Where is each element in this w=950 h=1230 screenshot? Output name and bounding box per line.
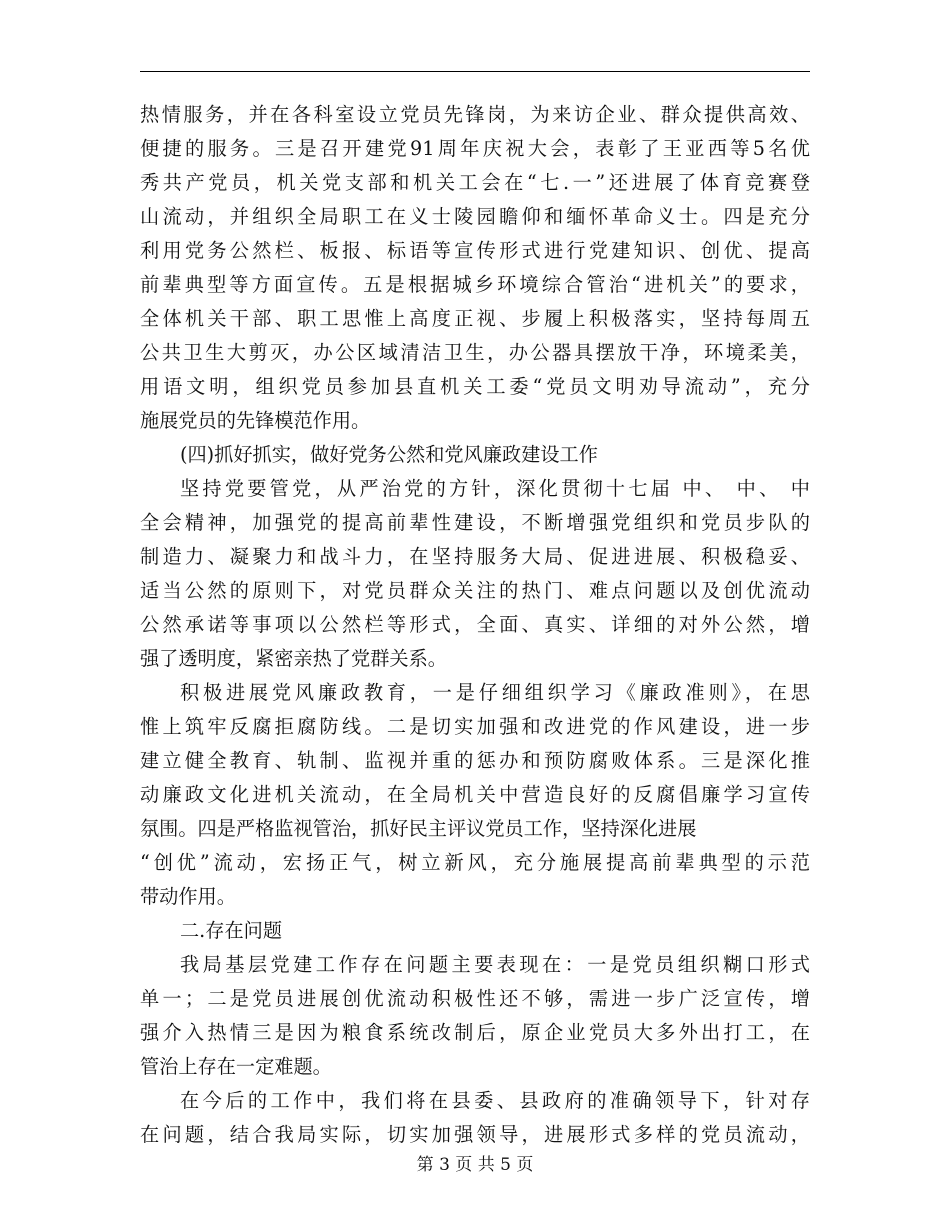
text-line: 管治上存在一定难题。 [140, 1055, 332, 1078]
text-line: 前辈典型等方面宣传。五是根据城乡环境综合管治“进机关”的要求， [140, 273, 810, 296]
text-line: 二.存在问题 [180, 919, 283, 942]
text-line: 适当公然的原则下，对党员群众关注的热门、难点问题以及创优流动 [140, 579, 810, 602]
text-line: 单一；二是党员进展创优流动积极性还不够，需进一步广泛宣传，增 [140, 987, 810, 1010]
text-line: 热情服务，并在各科室设立党员先锋岗，为来访企业、群众提供高效、 [140, 103, 810, 126]
document-body [140, 98, 810, 1152]
text-line: (四)抓好抓实，做好党务公然和党风廉政建设工作 [180, 443, 598, 466]
text-line: 强介入热情三是因为粮食系统改制后，原企业党员大多外出打工，在 [140, 1021, 810, 1044]
header-rule [140, 71, 810, 72]
text-line: 公然承诺等事项以公然栏等形式，全面、真实、详细的对外公然，增 [140, 613, 810, 636]
text-line: 全会精神，加强党的提高前辈性建设，不断增强党组织和党员步队的 [140, 511, 810, 534]
text-line: 强了透明度，紧密亲热了党群关系。 [140, 647, 447, 670]
text-line: 在问题，结合我局实际，切实加强领导，进展形式多样的党员流动， [140, 1123, 810, 1146]
text-line: 坚持党要管党，从严治党的方针，深化贯彻十七届 中、 中、 中 [180, 477, 810, 500]
text-line: 公共卫生大剪灭，办公区域清洁卫生，办公器具摆放干净，环境柔美， [140, 341, 810, 364]
text-line: 利用党务公然栏、板报、标语等宣传形式进行党建知识、创优、提高 [140, 239, 810, 262]
text-line: 带动作用。 [140, 885, 236, 908]
text-line: 施展党员的先锋模范作用。 [140, 409, 371, 432]
text-line: 惟上筑牢反腐拒腐防线。二是切实加强和改进党的作风建设，进一步 [140, 715, 810, 738]
text-line: 动廉政文化进机关流动，在全局机关中营造良好的反腐倡廉学习宣传 [140, 783, 810, 806]
text-line: 建立健全教育、轨制、监视并重的惩办和预防腐败体系。三是深化推 [140, 749, 810, 772]
text-line: 我局基层党建工作存在问题主要表现在：一是党员组织糊口形式 [180, 953, 810, 976]
text-line: “创优”流动，宏扬正气，树立新风，充分施展提高前辈典型的示范 [140, 851, 810, 874]
text-line: 便捷的服务。三是召开建党91周年庆祝大会，表彰了王亚西等5名优 [140, 137, 810, 160]
page-footer: 第 3 页 共 5 页 [416, 1155, 534, 1175]
text-line: 秀共产党员，机关党支部和机关工会在“七.一”还进展了体育竞赛登 [140, 171, 810, 194]
text-line: 制造力、凝聚力和战斗力，在坚持服务大局、促进进展、积极稳妥、 [140, 545, 810, 568]
text-line: 在今后的工作中，我们将在县委、县政府的准确领导下，针对存 [180, 1089, 810, 1112]
text-line: 氛围。四是严格监视管治，抓好民主评议党员工作，坚持深化进展 [140, 817, 697, 840]
text-line: 全体机关干部、职工思惟上高度正视、步履上积极落实，坚持每周五 [140, 307, 810, 330]
text-line: 山流动，并组织全局职工在义士陵园瞻仰和缅怀革命义士。四是充分 [140, 205, 810, 228]
text-line: 积极进展党风廉政教育，一是仔细组织学习《廉政准则》，在思 [180, 681, 810, 704]
text-line: 用语文明，组织党员参加县直机关工委“党员文明劝导流动”，充分 [140, 375, 810, 398]
